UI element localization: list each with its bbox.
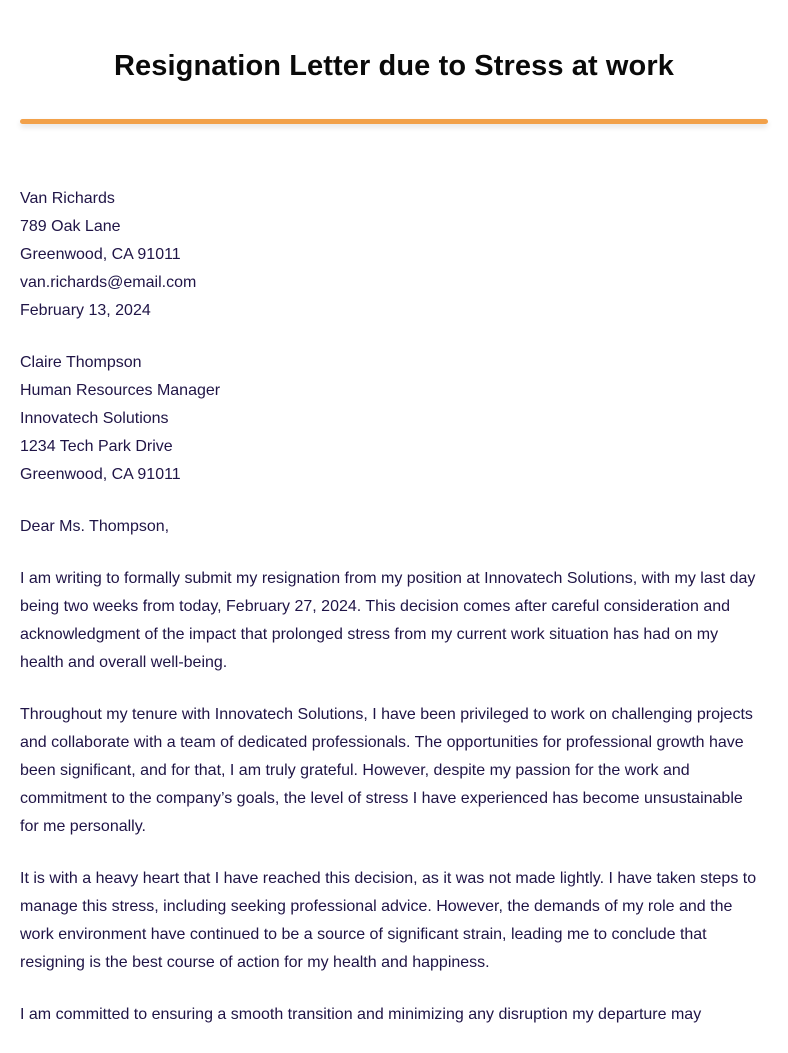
paragraph-1: I am writing to formally submit my resignation from my position at Innovatech Solutions, with my last day being two weeks from today, February 27, 2024. This decision comes after careful consideration and acknowledgment of the impact that prolonged stress from my current work situation has had on my health and overall well-being. bbox=[20, 570, 756, 671]
sender-address bbox=[20, 185, 760, 325]
recipient-role: Human Resources Manager bbox=[20, 382, 221, 399]
sender-city: Greenwood, CA 91011 bbox=[20, 246, 181, 263]
recipient-address bbox=[20, 349, 760, 489]
salutation: Dear Ms. Thompson, bbox=[20, 518, 170, 535]
sender-email: van.richards@email.com bbox=[20, 274, 197, 291]
recipient-city: Greenwood, CA 91011 bbox=[20, 466, 181, 483]
letter-date: February 13, 2024 bbox=[20, 302, 151, 319]
sender-name: Van Richards bbox=[20, 190, 115, 207]
paragraph-2: Throughout my tenure with Innovatech Solutions, I have been privileged to work on challenging projects and collaborate with a team of dedicated professionals. The opportunities for professional growth have been significant, and for that, I am truly grateful. However, despite my passion for the work and commitment to the company’s goals, the level of stress I have experienced has become unsustainable for me personally. bbox=[20, 706, 753, 835]
letter-body bbox=[20, 185, 760, 1053]
paragraph-4: I am committed to ensuring a smooth transition and minimizing any disruption my departure may bbox=[20, 1006, 702, 1023]
recipient-name: Claire Thompson bbox=[20, 354, 142, 371]
sender-street: 789 Oak Lane bbox=[20, 218, 121, 235]
paragraph-3: It is with a heavy heart that I have reached this decision, as it was not made lightly. I have taken steps to manage this stress, including seeking professional advice. However, the demands of my role and the work environment have continued to be a source of significant strain, leading me to conclude that resigning is the best course of action for my health and happiness. bbox=[20, 870, 757, 971]
recipient-company: Innovatech Solutions bbox=[20, 410, 169, 427]
recipient-street: 1234 Tech Park Drive bbox=[20, 438, 173, 455]
page-title: Resignation Letter due to Stress at work bbox=[114, 50, 674, 82]
title-divider bbox=[20, 119, 768, 124]
